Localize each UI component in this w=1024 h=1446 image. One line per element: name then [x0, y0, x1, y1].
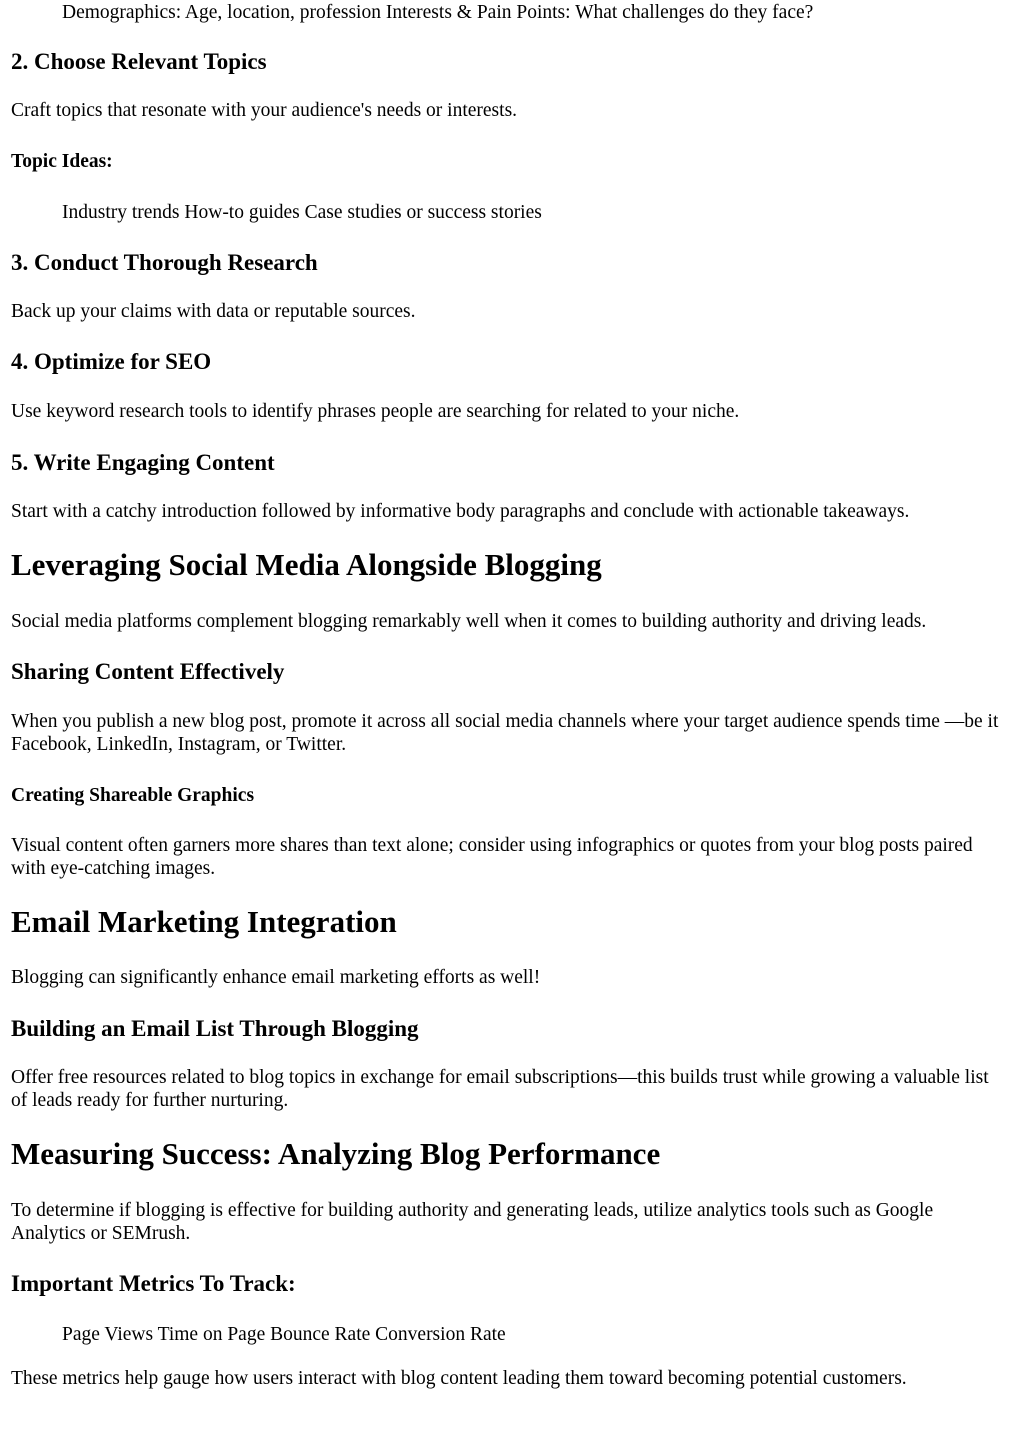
shareable-graphics-heading: Creating Shareable Graphics	[11, 785, 255, 806]
step3-heading: 3. Conduct Thorough Research	[11, 250, 318, 275]
sharing-content-heading: Sharing Content Effectively	[11, 659, 285, 684]
step4-paragraph: Use keyword research tools to identify phrases people are searching for related to your niche.	[11, 401, 740, 422]
measuring-success-paragraph: To determine if blogging is effective for building authority and generating leads, utilize analytics tools such as Google Analytics or SEMrush.	[11, 1200, 934, 1244]
step4-heading: 4. Optimize for SEO	[11, 349, 212, 374]
audience-demographics-list: Demographics: Age, location, profession Interests & Pain Points: What challenges do they face?	[62, 2, 814, 23]
metrics-heading: Important Metrics To Track:	[11, 1271, 296, 1296]
step2-heading: 2. Choose Relevant Topics	[11, 49, 267, 74]
step3-paragraph: Back up your claims with data or reputable sources.	[11, 301, 416, 322]
metrics-summary-paragraph: These metrics help gauge how users interact with blog content leading them toward becoming potential customers.	[11, 1368, 907, 1389]
social-media-heading: Leveraging Social Media Alongside Blogging	[11, 547, 602, 582]
email-marketing-paragraph: Blogging can significantly enhance email marketing efforts as well!	[11, 967, 541, 988]
step5-paragraph: Start with a catchy introduction followed by informative body paragraphs and conclude with actionable takeaways.	[11, 501, 910, 522]
email-list-paragraph: Offer free resources related to blog topics in exchange for email subscriptions—this builds trust while growing a valuable list of leads ready for further nurturing.	[11, 1067, 989, 1111]
step5-heading: 5. Write Engaging Content	[11, 450, 275, 475]
sharing-content-paragraph: When you publish a new blog post, promote it across all social media channels where your target audience spends time —be it Facebook, LinkedIn, Instagram, or Twitter.	[11, 711, 999, 755]
topic-ideas-list: Industry trends How-to guides Case studies or success stories	[62, 202, 542, 223]
shareable-graphics-paragraph: Visual content often garners more shares than text alone; consider using infographics or quotes from your blog posts paired with eye-catching images.	[11, 835, 973, 879]
step2-paragraph: Craft topics that resonate with your audience's needs or interests.	[11, 100, 518, 121]
email-list-heading: Building an Email List Through Blogging	[11, 1016, 419, 1041]
measuring-success-heading: Measuring Success: Analyzing Blog Performance	[11, 1136, 661, 1171]
social-media-paragraph: Social media platforms complement blogging remarkably well when it comes to building authority and driving leads.	[11, 611, 927, 632]
topic-ideas-heading: Topic Ideas:	[11, 151, 113, 172]
metrics-list: Page Views Time on Page Bounce Rate Conversion Rate	[62, 1324, 506, 1345]
email-marketing-heading: Email Marketing Integration	[11, 904, 397, 939]
